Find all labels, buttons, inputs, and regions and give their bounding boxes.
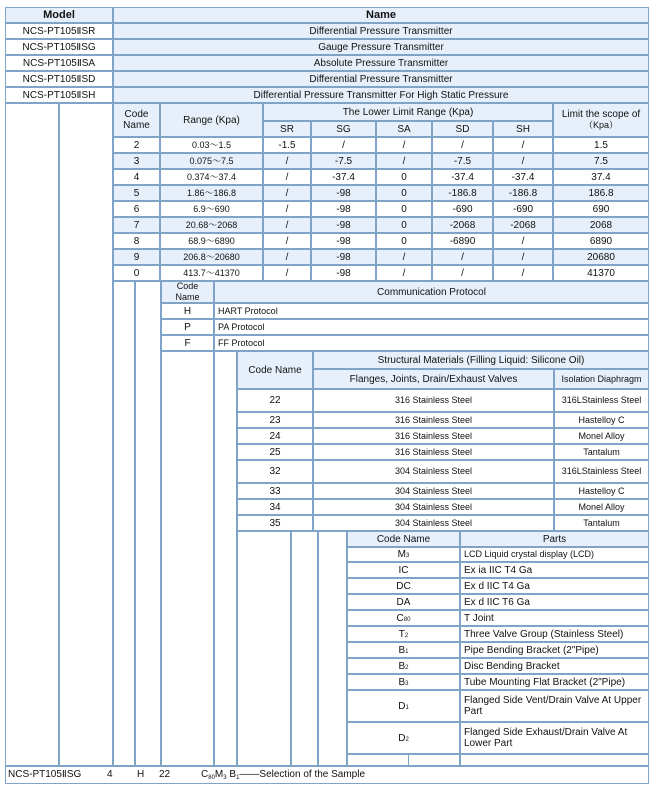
limit-value: 2068 xyxy=(553,217,649,233)
part-code-letter: C xyxy=(396,612,404,624)
range-value: 1.86～186.8 xyxy=(160,185,263,201)
model-name: Absolute Pressure Transmitter xyxy=(113,55,649,71)
sample-part3-subscript: 1 xyxy=(236,775,240,781)
sample-part2-letter: M xyxy=(214,769,224,780)
blank-column xyxy=(291,531,318,766)
material-flange: 304 Stainless Steel xyxy=(313,483,554,499)
blank-column xyxy=(318,531,347,766)
material-isolation: 316LStainless Steel xyxy=(554,389,649,412)
model-code: NCS-PT105ⅡSD xyxy=(5,71,113,87)
part-code-subscript: 1 xyxy=(405,704,409,711)
part-code-subscript: 2 xyxy=(405,736,409,743)
range-code: 6 xyxy=(113,201,160,217)
blank-column xyxy=(5,103,59,766)
lower-limit-sd: -7.5 xyxy=(432,153,493,169)
material-code: 22 xyxy=(237,389,313,412)
sub-header-sd: SD xyxy=(432,121,493,137)
lower-limit-sr: / xyxy=(263,265,311,281)
lower-limit-sr: / xyxy=(263,217,311,233)
range-value: 0.075～7.5 xyxy=(160,153,263,169)
lower-limit-sh: / xyxy=(493,249,553,265)
material-isolation: Monel Alloy xyxy=(554,499,649,515)
sample-part2-subscript: 3 xyxy=(223,775,227,781)
part-code-letter: M xyxy=(397,549,406,560)
lower-limit-sa: 0 xyxy=(376,169,432,185)
protocol-label: PA Protocol xyxy=(214,319,649,335)
lower-limit-sg: -98 xyxy=(311,201,376,217)
blank-cell xyxy=(460,754,649,766)
range-code: 9 xyxy=(113,249,160,265)
material-code: 34 xyxy=(237,499,313,515)
part-code-subscript: 80 xyxy=(403,616,411,623)
lower-limit-sh: -690 xyxy=(493,201,553,217)
lower-limit-sd: / xyxy=(432,137,493,153)
material-isolation: Monel Alloy xyxy=(554,428,649,444)
lower-limit-sh: / xyxy=(493,137,553,153)
lower-limit-sa: / xyxy=(376,265,432,281)
lower-limit-sg: -98 xyxy=(311,265,376,281)
model-code: NCS-PT105ⅡSA xyxy=(5,55,113,71)
sample-protocol: H xyxy=(137,769,145,780)
material-flange: 316 Stainless Steel xyxy=(313,389,554,412)
lower-limit-sa: 0 xyxy=(376,233,432,249)
lower-limit-sg: -98 xyxy=(311,217,376,233)
protocol-code-header: Code Name xyxy=(161,281,214,303)
lower-limit-sr: / xyxy=(263,249,311,265)
lower-limit-sg: / xyxy=(311,137,376,153)
part-label: Tube Mounting Flat Bracket (2"Pipe) xyxy=(460,674,649,690)
part-label: Flanged Side Exhaust/Drain Valve At Lower Part xyxy=(460,722,649,754)
materials-code-header: Code Name xyxy=(237,351,313,389)
part-code-subscript: 1 xyxy=(405,648,409,655)
sub-header-sr: SR xyxy=(263,121,311,137)
name-header: Name xyxy=(113,7,649,23)
blank-column xyxy=(214,351,237,766)
materials-header: Structural Materials (Filling Liquid: Silicone Oil) xyxy=(313,351,649,369)
part-label: Disc Bending Bracket xyxy=(460,658,649,674)
limit-value: 186.8 xyxy=(553,185,649,201)
part-code xyxy=(347,547,460,562)
lower-limit-sd: -6890 xyxy=(432,233,493,249)
range-value: 6.9～690 xyxy=(160,201,263,217)
material-isolation: Tantalum xyxy=(554,444,649,460)
blank-column xyxy=(135,281,161,766)
limit-scope-header xyxy=(553,103,649,137)
lower-limit-sa: / xyxy=(376,153,432,169)
limit-value: 20680 xyxy=(553,249,649,265)
limit-value: 690 xyxy=(553,201,649,217)
isolation-header: Isolation Diaphragm xyxy=(554,369,649,389)
part-code-letter: D xyxy=(398,700,406,712)
range-value: 206.8～20680 xyxy=(160,249,263,265)
limit-value: 7.5 xyxy=(553,153,649,169)
part-code: DA xyxy=(347,594,460,610)
lower-limit-sg: -98 xyxy=(311,249,376,265)
part-code-letter: B xyxy=(398,660,406,672)
limit-value: 37.4 xyxy=(553,169,649,185)
part-code-subscript: 2 xyxy=(404,632,409,639)
limit-scope-unit: （Kpa） xyxy=(583,120,618,130)
lower-limit-sd: / xyxy=(432,249,493,265)
range-code-header: Code Name xyxy=(113,103,160,137)
blank-cell xyxy=(408,754,460,766)
model-code: NCS-PT105ⅡSG xyxy=(5,39,113,55)
blank-column xyxy=(59,103,113,766)
range-value: 68.9～6890 xyxy=(160,233,263,249)
part-label: Ex ia IIC T4 Ga xyxy=(460,562,649,578)
model-code: NCS-PT105ⅡSH xyxy=(5,87,113,103)
protocol-label: FF Protocol xyxy=(214,335,649,351)
sub-header-sh: SH xyxy=(493,121,553,137)
lower-limit-sa: 0 xyxy=(376,185,432,201)
model-header: Model xyxy=(5,7,113,23)
lower-limit-sr: / xyxy=(263,153,311,169)
part-code xyxy=(347,610,460,626)
sub-header-sg: SG xyxy=(311,121,376,137)
material-isolation: 316LStainless Steel xyxy=(554,460,649,483)
part-code-subscript: 3 xyxy=(406,553,410,559)
material-flange: 316 Stainless Steel xyxy=(313,412,554,428)
sample-model: NCS-PT105ⅡSG xyxy=(8,769,82,780)
limit-value: 41370 xyxy=(553,265,649,281)
range-code: 7 xyxy=(113,217,160,233)
part-code-letter: T xyxy=(398,628,405,640)
lower-limit-sr: / xyxy=(263,233,311,249)
material-flange: 304 Stainless Steel xyxy=(313,515,554,531)
part-code xyxy=(347,642,460,658)
part-code-letter: D xyxy=(398,732,406,744)
protocol-code: F xyxy=(161,335,214,351)
part-code-subscript: 2 xyxy=(405,664,409,671)
range-value: 0.03～1.5 xyxy=(160,137,263,153)
lower-limit-sr: / xyxy=(263,169,311,185)
part-code-letter: B xyxy=(398,644,406,656)
material-code: 32 xyxy=(237,460,313,483)
part-label: Ex d IIC T6 Ga xyxy=(460,594,649,610)
lower-limit-sh: -186.8 xyxy=(493,185,553,201)
range-code: 0 xyxy=(113,265,160,281)
part-label: T Joint xyxy=(460,610,649,626)
sample-parts xyxy=(201,769,365,782)
model-code: NCS-PT105ⅡSR xyxy=(5,23,113,39)
range-code: 5 xyxy=(113,185,160,201)
range-value: 413.7～41370 xyxy=(160,265,263,281)
range-header: Range (Kpa) xyxy=(160,103,263,137)
sub-header-sa: SA xyxy=(376,121,432,137)
sample-material: 22 xyxy=(159,769,171,780)
part-label: LCD Liquid crystal display (LCD) xyxy=(460,547,649,562)
lower-limit-sa: 0 xyxy=(376,201,432,217)
part-code-letter: B xyxy=(398,676,406,688)
model-name: Differential Pressure Transmitter xyxy=(113,23,649,39)
range-code: 4 xyxy=(113,169,160,185)
part-code xyxy=(347,722,460,754)
part-code xyxy=(347,658,460,674)
lower-limit-sr: -1.5 xyxy=(263,137,311,153)
model-name: Differential Pressure Transmitter For High Static Pressure xyxy=(113,87,649,103)
range-code: 2 xyxy=(113,137,160,153)
range-value: 0.374～37.4 xyxy=(160,169,263,185)
sample-part3-letter: B xyxy=(229,769,237,780)
part-label: Ex d IIC T4 Ga xyxy=(460,578,649,594)
part-code xyxy=(347,674,460,690)
lower-limit-sd: / xyxy=(432,265,493,281)
part-label: Flanged Side Vent/Drain Valve At Upper Part xyxy=(460,690,649,722)
lower-limit-sh: -2068 xyxy=(493,217,553,233)
range-value: 20.68～2068 xyxy=(160,217,263,233)
blank-column xyxy=(113,281,135,766)
model-name: Differential Pressure Transmitter xyxy=(113,71,649,87)
lower-limit-sr: / xyxy=(263,185,311,201)
lower-limit-sa: / xyxy=(376,249,432,265)
part-code xyxy=(347,690,460,722)
lower-limit-sh: -37.4 xyxy=(493,169,553,185)
material-flange: 304 Stainless Steel xyxy=(313,460,554,483)
material-code: 24 xyxy=(237,428,313,444)
part-label: Pipe Bending Bracket (2"Pipe) xyxy=(460,642,649,658)
lower-limit-sg: -37.4 xyxy=(311,169,376,185)
material-flange: 316 Stainless Steel xyxy=(313,444,554,460)
part-code: DC xyxy=(347,578,460,594)
protocol-code: P xyxy=(161,319,214,335)
lower-limit-sh: / xyxy=(493,233,553,249)
part-code xyxy=(347,626,460,642)
sample-caption: ——Selection of the Sample xyxy=(239,769,366,780)
material-flange: 316 Stainless Steel xyxy=(313,428,554,444)
range-code: 8 xyxy=(113,233,160,249)
limit-value: 1.5 xyxy=(553,137,649,153)
flanges-header: Flanges, Joints, Drain/Exhaust Valves xyxy=(313,369,554,389)
material-code: 25 xyxy=(237,444,313,460)
protocol-label: HART Protocol xyxy=(214,303,649,319)
parts-code-header: Code Name xyxy=(347,531,460,547)
lower-limit-sa: / xyxy=(376,137,432,153)
part-code-subscript: 3 xyxy=(405,680,409,687)
material-flange: 304 Stainless Steel xyxy=(313,499,554,515)
material-code: 33 xyxy=(237,483,313,499)
blank-column xyxy=(161,351,214,766)
limit-value: 6890 xyxy=(553,233,649,249)
material-isolation: Hastelloy C xyxy=(554,412,649,428)
part-code: IC xyxy=(347,562,460,578)
lower-limit-sa: 0 xyxy=(376,217,432,233)
lower-limit-sg: -7.5 xyxy=(311,153,376,169)
lower-limit-sd: -186.8 xyxy=(432,185,493,201)
material-isolation: Tantalum xyxy=(554,515,649,531)
range-code: 3 xyxy=(113,153,160,169)
lower-limit-sh: / xyxy=(493,153,553,169)
material-code: 23 xyxy=(237,412,313,428)
protocol-code: H xyxy=(161,303,214,319)
lower-limit-sh: / xyxy=(493,265,553,281)
model-name: Gauge Pressure Transmitter xyxy=(113,39,649,55)
lower-limit-sd: -690 xyxy=(432,201,493,217)
limit-scope-label: Limit the scope of xyxy=(561,109,641,120)
sample-part1-subscript: 80 xyxy=(208,775,215,781)
sample-range: 4 xyxy=(107,769,113,780)
material-isolation: Hastelloy C xyxy=(554,483,649,499)
lower-limit-sg: -98 xyxy=(311,233,376,249)
parts-header: Parts xyxy=(460,531,649,547)
lower-limit-header: The Lower Limit Range (Kpa) xyxy=(263,103,553,121)
lower-limit-sd: -2068 xyxy=(432,217,493,233)
blank-column xyxy=(237,531,291,766)
lower-limit-sr: / xyxy=(263,201,311,217)
protocol-header: Communication Protocol xyxy=(214,281,649,303)
material-code: 35 xyxy=(237,515,313,531)
lower-limit-sd: -37.4 xyxy=(432,169,493,185)
part-label: Three Valve Group (Stainless Steel) xyxy=(460,626,649,642)
sample-part1-letter: C xyxy=(201,769,209,780)
lower-limit-sg: -98 xyxy=(311,185,376,201)
